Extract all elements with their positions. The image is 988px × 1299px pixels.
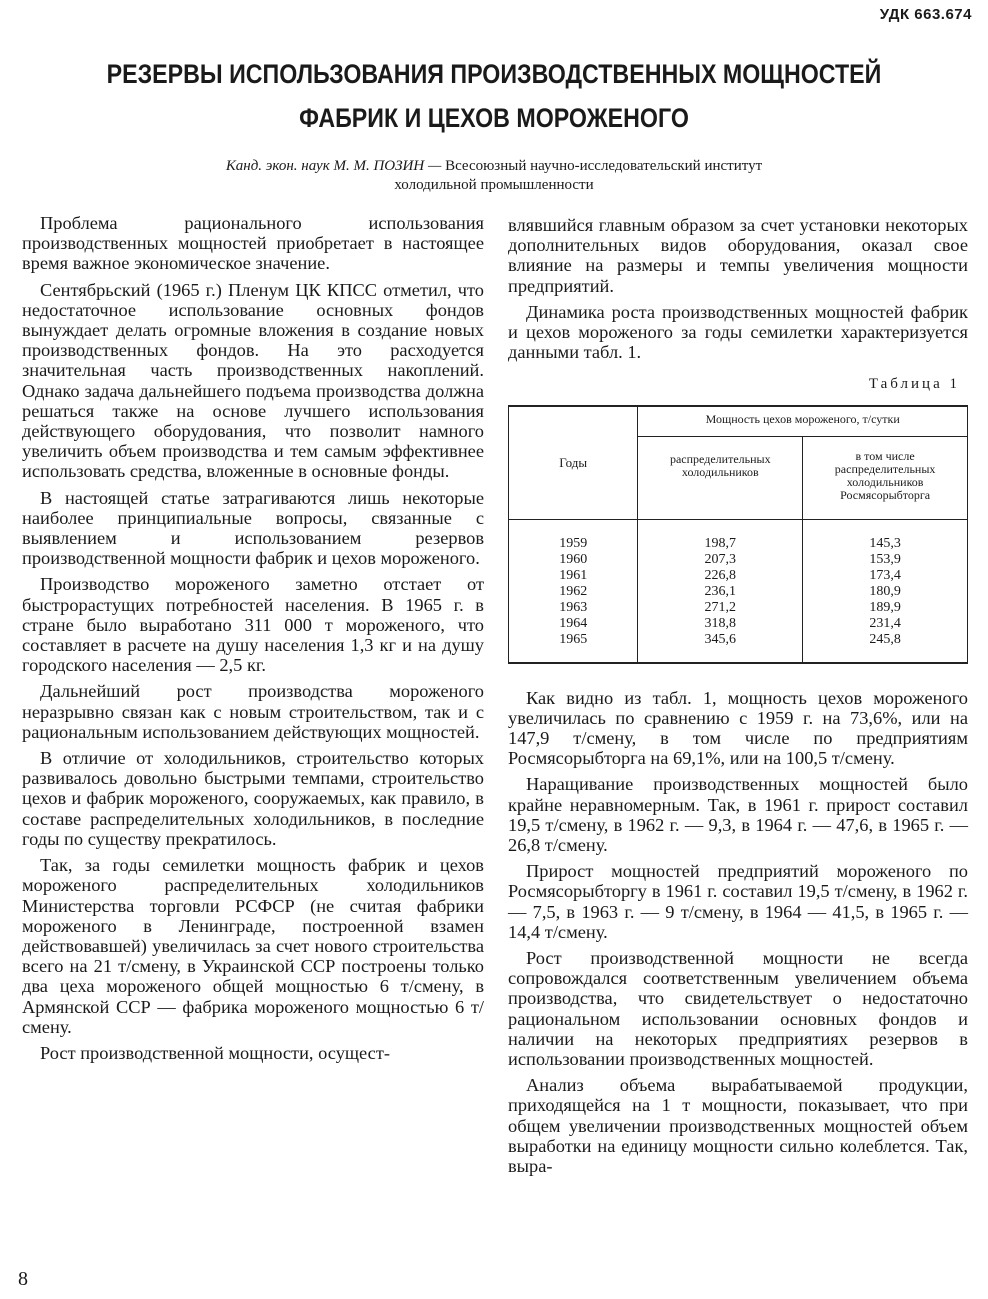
- table-cell: 236,1: [704, 583, 737, 599]
- table-body-row: [509, 519, 968, 663]
- paragraph: Сентябрьский (1965 г.) Пленум ЦК КПСС отметил, что недостаточное использование основных фондов вынуждает делать огромные вложения в создание новых производственных фондов. На это расходуется значительная часть производственных накоплений. Однако задача дальнейшего подъема производства должна решаться также на основе лучшего использования действующего оборудования, что позволит намного увеличить объем производства и тем самым эффективнее использовать средства, вложенные в основные фонды.: [22, 279, 484, 482]
- years-cell: [509, 519, 638, 663]
- table-cell: 271,2: [704, 599, 737, 615]
- table-cell: 153,9: [869, 551, 901, 567]
- table-cell: 226,8: [704, 567, 737, 583]
- header-years: Годы: [509, 406, 638, 520]
- paragraph: Наращивание производственных мощностей было крайне неравномерным. Так, в 1961 г. прирост составил 19,5 т/смену, в 1962 г. — 9,3, в 1964 г. — 47,6, в 1965 г. — 26,8 т/смену.: [508, 774, 968, 856]
- header-capacity-group: Мощность цехов мороженого, т/сутки: [638, 406, 968, 437]
- paragraph: Проблема рационального использования производственных мощностей приобретает в настоящее время важное экономическое значение.: [22, 213, 484, 274]
- page-number: 8: [18, 1268, 28, 1290]
- left-column: [22, 213, 484, 1069]
- paragraph: В отличие от холодильников, строительство которых развивалось довольно быстрыми темпами, строительство цехов и фабрик мороженого, сооружаемых, как правило, в составе распределительных холодильников, в последние годы по существу прекратилось.: [22, 748, 484, 849]
- table-cell: 180,9: [869, 583, 901, 599]
- table-cell: 318,8: [704, 615, 737, 631]
- paragraph: Как видно из табл. 1, мощность цехов мороженого увеличилась по сравнению с 1959 г. на 73,6%, или на 147,9 т/смену, в том числе по предприятиям Росмясорыбторга на 69,1%, или на 100,5 т/смену.: [508, 687, 968, 769]
- table-cell: 198,7: [704, 535, 737, 551]
- distribution-values-cell: [638, 519, 803, 663]
- paragraph: Прирост мощностей предприятий мороженого по Росмясорыбторгу в 1961 г. составил 19,5 т/смену, в 1962 г. — 7,5, в 1963 г. — 9 т/смену, в 1964 — 41,5, в 1965 г. — 14,4 т/смену.: [508, 861, 968, 942]
- institute-line-2: холодильной промышленности: [394, 177, 594, 193]
- article-title-line-1: РЕЗЕРВЫ ИСПОЛЬЗОВАНИЯ ПРОИЗВОДСТВЕННЫХ МОЩНОСТЕЙ: [106, 59, 882, 89]
- paragraph: Рост производственной мощности не всегда сопровождался соответственным увеличением объема производства, что свидетельствует о недостаточно рациональном использовании основных фондов и наличии на некоторых предприятиях резервов в использовании производственных мощностей.: [508, 948, 968, 1070]
- table-cell: 1959: [559, 535, 588, 551]
- table-cell: 1960: [559, 551, 588, 567]
- udk-code: УДК 663.674: [879, 6, 972, 23]
- paragraph: Производство мороженого заметно отстает от быстрорастущих потребностей населения. В 1965 г. в стране было выработано 311 000 т мороженого, что составляет в расчете на душу населения 1,3 кг и на душу городского населения — 2,5 кг.: [22, 574, 484, 676]
- paragraph: Рост производственной мощности, осущест-: [40, 1042, 390, 1063]
- table-cell: 1965: [559, 631, 588, 647]
- table-cell: 1963: [559, 599, 588, 615]
- header-distribution-refrigerators: распределительных холодильников: [638, 436, 803, 519]
- data-table: [508, 405, 968, 664]
- header-rosmyasorybtorg: в том числе распределительных холодильников Росмясорыбторга: [803, 436, 968, 519]
- table-caption: Таблица 1: [868, 376, 960, 393]
- table-cell: 189,9: [869, 599, 901, 615]
- right-column: [508, 215, 968, 1182]
- rosmyasorybtorg-values-cell: [803, 519, 968, 663]
- paragraph: влявшийся главным образом за счет установки некоторых дополнительных видов оборудования, оказал свое влияние на размеры и темпы увеличения мощности предприятий.: [508, 215, 968, 296]
- table-cell: 245,8: [869, 631, 901, 647]
- table-cell: 1961: [559, 567, 588, 583]
- table-cell: 1964: [559, 615, 588, 631]
- byline: [0, 157, 988, 195]
- paragraph: Анализ объема вырабатываемой продукции, приходящейся на 1 т мощности, показывает, что при общем увеличении производственных мощностей объем выработки на единицу мощности сильно колеблется. Так, выра-: [508, 1075, 968, 1177]
- table-cell: 145,3: [869, 535, 901, 551]
- table-cell: 231,4: [869, 615, 901, 631]
- paragraph: Динамика роста производственных мощностей фабрик и цехов мороженого за годы семилетки характеризуется данными табл. 1.: [508, 301, 968, 363]
- table-cell: 207,3: [704, 551, 737, 567]
- article-title-line-2: ФАБРИК И ЦЕХОВ МОРОЖЕНОГО: [299, 103, 689, 133]
- article-title: [69, 52, 919, 140]
- paragraph: Дальнейший рост производства мороженого неразрывно связан как с новым строительством, так и с рациональным использованием действующих мощностей.: [22, 681, 484, 742]
- table-cell: 345,6: [704, 631, 737, 647]
- table-cell: 1962: [559, 583, 588, 599]
- paragraph: Так, за годы семилетки мощность фабрик и цехов мороженого распределительных холодильников Министерства торговли РСФСР (не считая фабрики мороженого в Ленинграде, построенной взамен действовавшей) увеличилась за счет нового строительства всего на 21 т/смену, в Украинской ССР построены только два цеха мороженого общей мощностью 6 т/смену, в Армянской ССР — фабрика мороженого мощностью 6 т/смену.: [22, 855, 484, 1037]
- author: Канд. экон. наук М. М. ПОЗИН —: [225, 158, 442, 174]
- paragraph: В настоящей статье затрагиваются лишь некоторые наиболее принципиальные вопросы, связанные с выявлением и использованием резервов производственной мощности фабрик и цехов мороженого.: [22, 487, 484, 569]
- table-cell: 173,4: [869, 567, 901, 583]
- institute-line-1: Всесоюзный научно-исследовательский институт: [445, 158, 763, 174]
